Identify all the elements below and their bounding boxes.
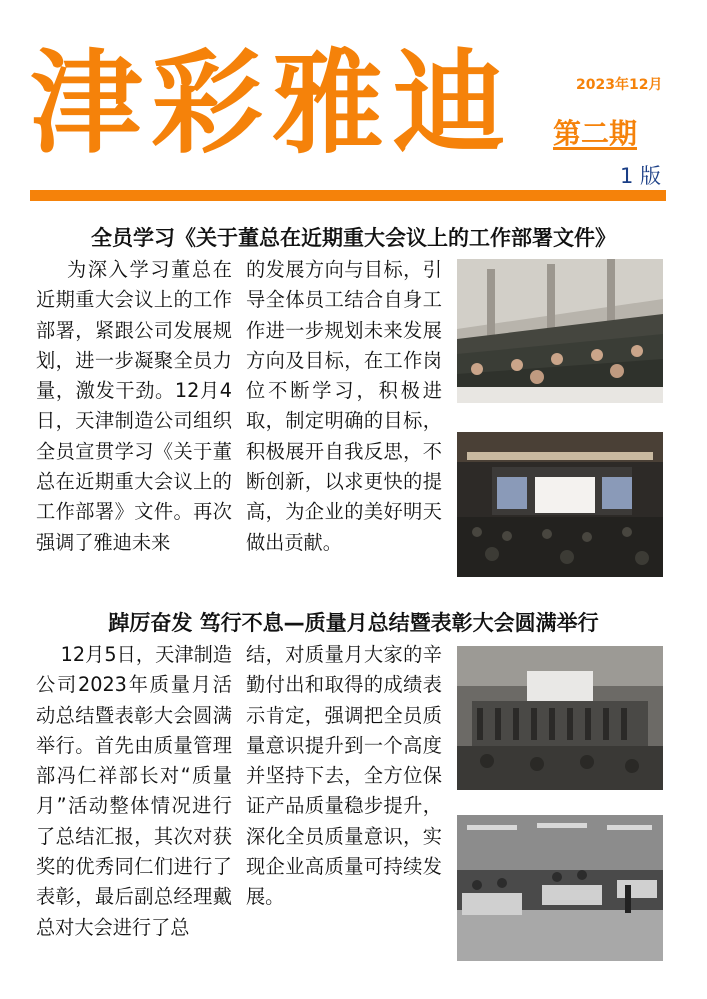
article-1-photo-audience (457, 259, 663, 403)
issue-date: 2023年12月 (576, 77, 663, 93)
article-1-photo-stage (457, 432, 663, 577)
article-2-photo-meeting-hall (457, 815, 663, 961)
article-1-column-2: 的发展方向与目标，引导全体员工结合自身工作进一步规划未来发展方向及目标，在工作岗位不断学习，积极进取，制定明确的目标，积极展开自我反思，不断创新，以求更快的提高，为企业的美好明天做出贡献。 (246, 258, 442, 554)
newsletter-title: 津彩雅迪 (30, 39, 514, 169)
article-2-headline: 踔厉奋发 笃行不息—质量月总结暨表彰大会圆满举行 (108, 611, 599, 635)
article-2-column-1: 12月5日，天津制造公司2023年质量月活动总结暨表彰大会圆满举行。首先由质量管理部冯仁祥部长对“质量月”活动整体情况进行了总结汇报，其次对获奖的优秀同仁们进行了表彰，最后副总经理戴总对大会进行了总 (36, 643, 232, 939)
article-2-photo-award-ceremony (457, 646, 663, 790)
article-1-column-1: 为深入学习董总在近期重大会议上的工作部署，紧跟公司发展规划，进一步凝聚全员力量，激发干劲。12月4日，天津制造公司组织全员宣贯学习《关于董总在近期重大会议上的工作部署》文件。再次强调了雅迪未来 (36, 258, 232, 554)
article-2-column-2: 结，对质量月大家的辛勤付出和取得的成绩表示肯定，强调把全员质量意识提升到一个高度并坚持下去，全方位保证产品质量稳步提升，深化全员质量意识，实现企业高质量可持续发展。 (246, 643, 442, 909)
article-1-headline: 全员学习《关于董总在近期重大会议上的工作部署文件》 (91, 226, 616, 250)
page-number: 1 版 (620, 164, 662, 188)
issue-number: 第二期 (553, 117, 638, 150)
header-divider (30, 190, 666, 201)
